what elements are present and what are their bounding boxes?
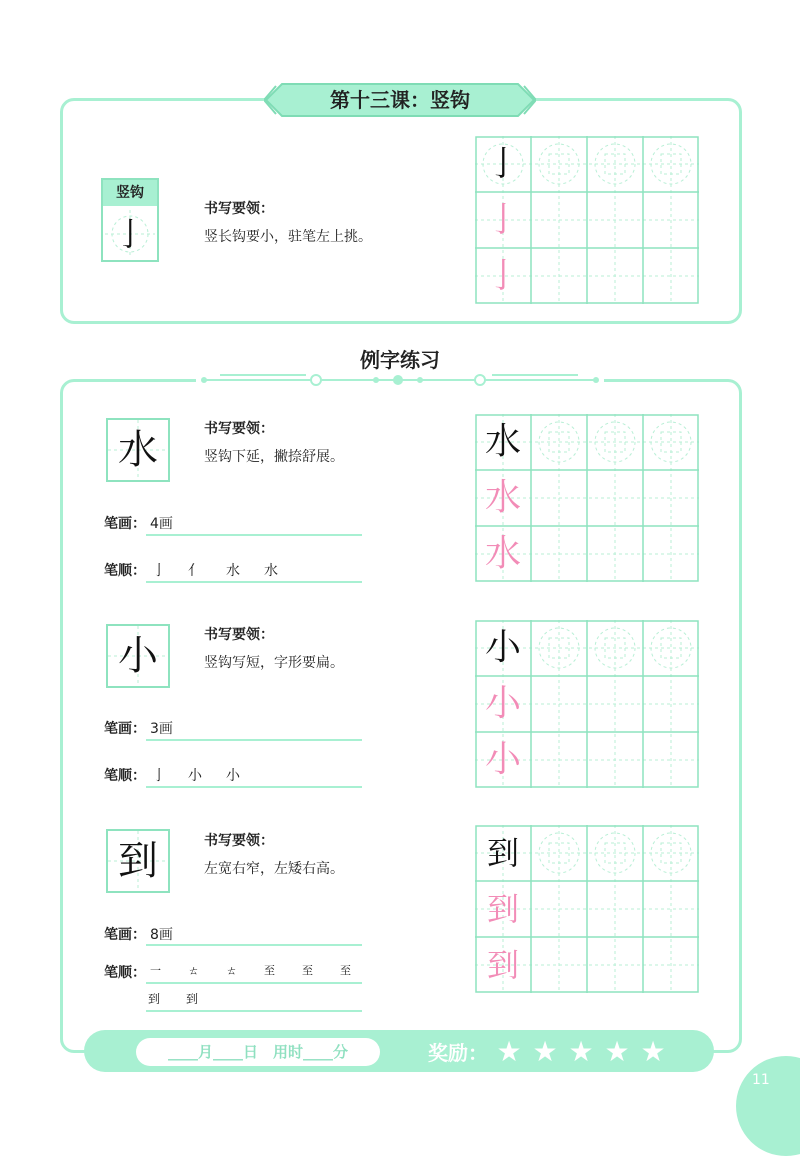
example-char: 到 [118, 838, 158, 884]
grid-char-trace: 亅 [486, 256, 520, 296]
strokes-label: 笔画： [104, 721, 146, 737]
grid-char-trace: 小 [484, 739, 521, 780]
lesson-tips-text: 竖长钩要小，驻笔左上挑。 [204, 229, 372, 245]
order-step: 水 [264, 563, 278, 579]
grid-char-model: 到 [486, 834, 519, 872]
order-label: 笔顺： [104, 768, 146, 784]
tips-text: 竖钩写短，字形要扁。 [204, 655, 344, 671]
date-time-fields[interactable]: ____月____日 用时____分 [167, 1043, 348, 1061]
grid-char-model: 亅 [486, 144, 520, 184]
strokes-count: 8画 [150, 927, 173, 943]
order-label: 笔顺： [104, 965, 146, 981]
page-number: 11 [752, 1072, 770, 1088]
tips-label: 书写要领： [204, 421, 274, 437]
order-step: 至 [302, 964, 313, 977]
order-step: 亅 [152, 768, 166, 784]
grid-char-trace: 小 [484, 683, 521, 724]
strokes-underline [146, 944, 362, 946]
stroke-card-label: 竖钩 [116, 185, 144, 201]
order-step: 小 [188, 768, 202, 784]
grid-char-model: 水 [484, 421, 521, 462]
star-icon[interactable]: ★ [568, 1035, 594, 1068]
lesson-tips-label: 书写要领： [204, 201, 274, 217]
tips-label: 书写要领： [204, 627, 274, 643]
tips-text: 左宽右窄，左矮右高。 [204, 861, 344, 877]
tips-label: 书写要领： [204, 833, 274, 849]
star-icon[interactable]: ★ [496, 1035, 522, 1068]
reward-label: 奖励： [428, 1041, 488, 1065]
strokes-underline [146, 739, 362, 741]
strokes-underline [146, 534, 362, 536]
order-underline [146, 581, 362, 583]
star-icon[interactable]: ★ [604, 1035, 630, 1068]
page-corner [736, 1056, 800, 1156]
practice-section-title: 例字练习 [360, 348, 440, 372]
order-step: 亅 [152, 563, 166, 579]
strokes-label: 笔画： [104, 927, 146, 943]
stroke-card [101, 178, 159, 262]
order-underline [146, 1010, 362, 1012]
tips-text: 竖钩下延，撇捺舒展。 [204, 449, 344, 465]
star-icon[interactable]: ★ [640, 1035, 666, 1068]
strokes-label: 笔画： [104, 516, 146, 532]
grid-char-model: 小 [484, 627, 521, 668]
order-label: 笔顺： [104, 563, 146, 579]
order-step: ㄊ [226, 964, 237, 977]
strokes-count: 3画 [150, 721, 173, 737]
lesson-title: 第十三课：竖钩 [330, 88, 470, 112]
order-step: ㄊ [188, 964, 199, 977]
example-char: 小 [118, 633, 158, 679]
grid-char-trace: 到 [486, 946, 519, 984]
grid-char-trace: 到 [486, 890, 519, 928]
example-char: 水 [118, 427, 158, 473]
order-underline [146, 786, 362, 788]
strokes-count: 4画 [150, 516, 173, 532]
star-icon[interactable]: ★ [532, 1035, 558, 1068]
panel-ornament [196, 370, 604, 390]
order-step: 水 [226, 563, 240, 579]
order-step: 到 [186, 992, 199, 1006]
order-step: ⺅ [188, 563, 202, 579]
order-step: 小 [226, 768, 240, 784]
order-underline [146, 982, 362, 984]
order-step: 到 [148, 992, 161, 1006]
order-step: 至 [340, 964, 351, 977]
stroke-card-glyph: 亅 [113, 215, 146, 253]
grid-char-trace: 水 [484, 533, 521, 574]
order-step: 至 [264, 964, 275, 977]
grid-char-trace: 亅 [486, 200, 520, 240]
grid-char-trace: 水 [484, 477, 521, 518]
order-step: 一 [150, 964, 161, 977]
